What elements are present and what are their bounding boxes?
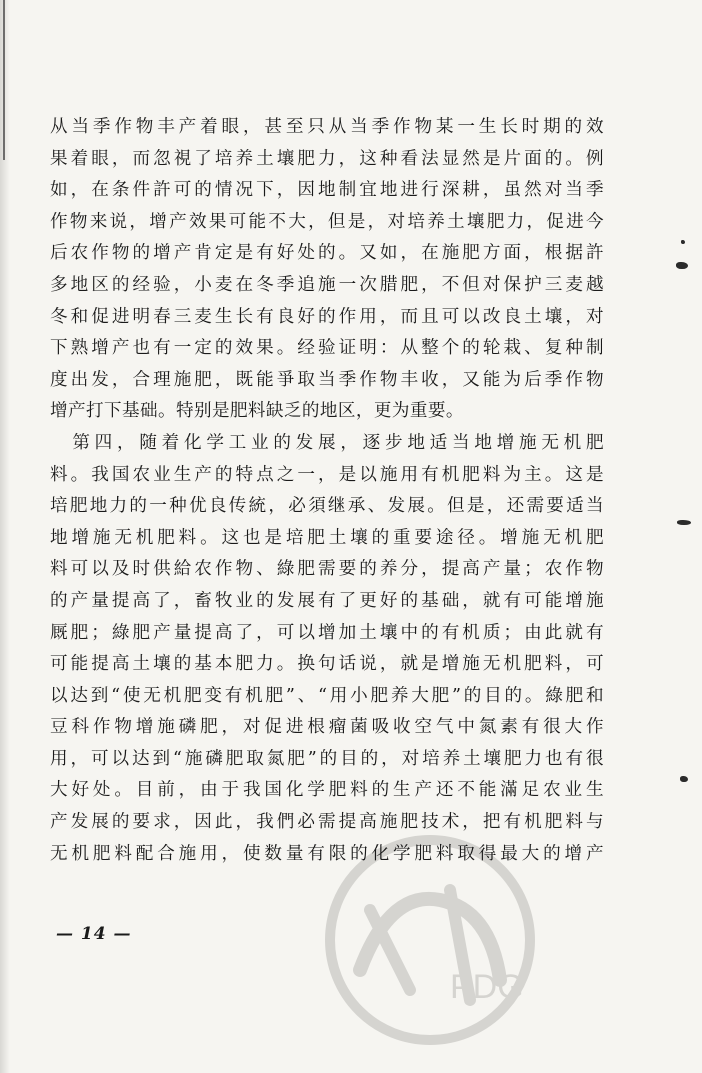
text-line: 多地区的经验，小麦在冬季追施一次腊肥，不但对保护三麦越 — [50, 274, 604, 295]
text-line: 从当季作物丰产着眼，甚至只从当季作物某一生长时期的效 — [50, 117, 604, 137]
text-line: 培肥地力的一种优良传統，必須继承、发展。但是，还需要适当 — [50, 496, 604, 517]
text-line: 如，在条件許可的情况下，因地制宜地进行深耕，虽然对当季 — [50, 180, 604, 201]
scan-speck — [681, 240, 685, 244]
page-number: — 14 — — [56, 924, 132, 944]
text-line: 的产量提高了，畜牧业的发展有了更好的基础，就有可能增施 — [50, 590, 604, 611]
scan-speck — [680, 776, 688, 782]
text-line: 下熟增产也有一定的效果。经验证明：从整个的轮栽、复种制 — [50, 338, 604, 359]
watermark-seal — [300, 830, 560, 1050]
text-line: 产发展的要求，因此，我們必需提高施肥技术，把有机肥料与 — [50, 812, 604, 833]
text-line: 料可以及时供給农作物、綠肥需要的养分，提高产量；农作物 — [50, 559, 604, 580]
text-line: 作物来说，增产效果可能不大，但是，对培养土壤肥力，促进今 — [50, 211, 604, 232]
watermark-text: PDG — [450, 968, 524, 1006]
text-line: 无机肥料配合施用，使数量有限的化学肥料取得最大的增产 — [50, 843, 604, 864]
text-line: 厩肥；綠肥产量提高了，可以增加土壤中的有机质；由此就有 — [50, 622, 604, 643]
text-line: 冬和促进明春三麦生长有良好的作用，而且可以改良土壤，对 — [50, 306, 604, 327]
scan-speck — [676, 262, 688, 269]
text-line: 地增施无机肥料。这也是培肥土壤的重要途径。增施无机肥 — [50, 527, 604, 548]
text-line: 可能提高土壤的基本肥力。换句话说，就是增施无机肥料，可 — [50, 654, 604, 675]
text-line: 果着眼，而忽視了培养土壤肥力，这种看法显然是片面的。例 — [50, 148, 604, 169]
text-line: 料。我国农业生产的特点之一，是以施用有机肥料为主。这是 — [50, 464, 604, 485]
body-text — [50, 112, 604, 870]
scan-speck — [677, 520, 691, 525]
text-line: 以达到“使无机肥变有机肥”、“用小肥养大肥”的目的。綠肥和 — [50, 685, 604, 706]
text-line: 后农作物的增产肯定是有好处的。又如，在施肥方面，根据許 — [50, 243, 604, 264]
page-edge-mark — [3, 0, 5, 160]
text-line: 大好处。目前，由于我国化学肥料的生产还不能滿足农业生 — [50, 780, 604, 801]
text-line: 豆科作物增施磷肥，对促进根瘤菌吸收空气中氮素有很大作 — [50, 717, 604, 738]
text-line: 用，可以达到“施磷肥取氮肥”的目的，对培养土壤肥力也有很 — [50, 748, 604, 769]
text-line: 增产打下基础。特别是肥料缺乏的地区，更为重要。 — [50, 401, 464, 422]
text-line: 度出发，合理施肥，既能爭取当季作物丰收，又能为后季作物 — [50, 369, 604, 390]
text-line: 第四，随着化学工业的发展，逐步地适当地增施无机肥 — [50, 432, 604, 453]
page-binding-shadow — [0, 0, 10, 1073]
